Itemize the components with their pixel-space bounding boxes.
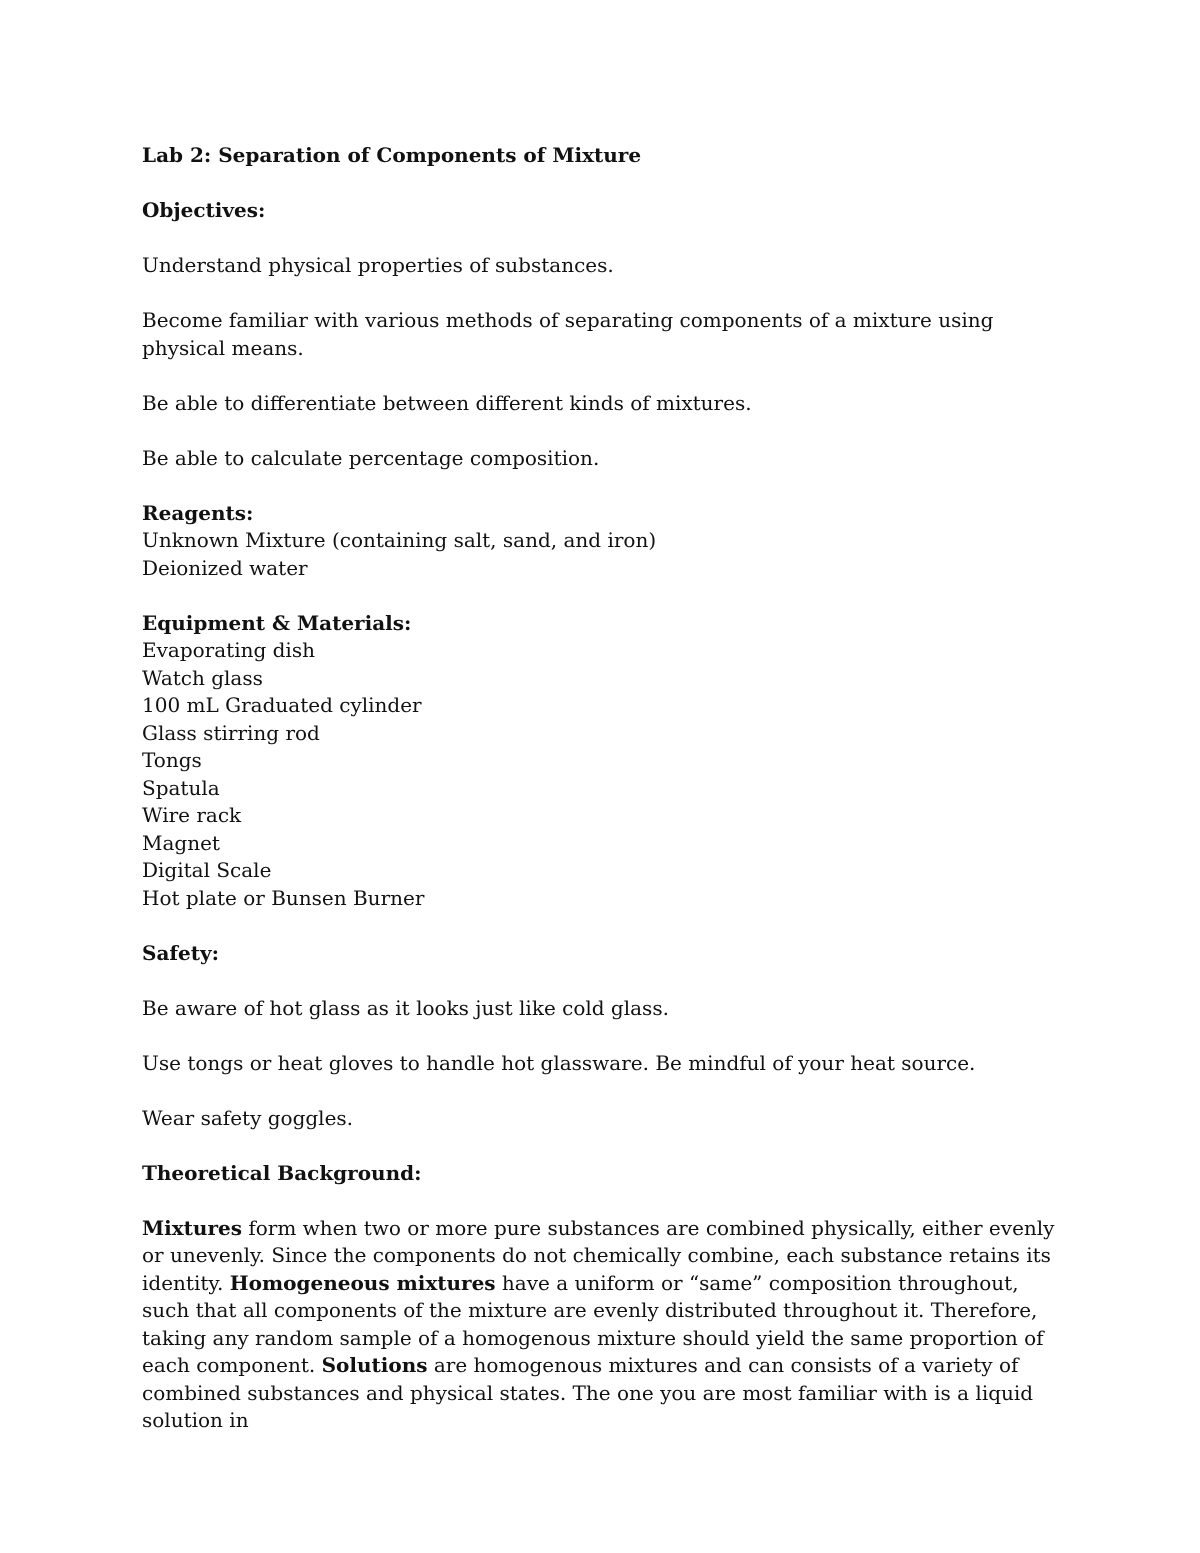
background-text: have a uniform or “same” composition throughout, such that all components of the mixture are evenly distributed throughout it. Therefore, taking any random sample of a homogenous mixture should yield the same proportion of each component.	[142, 1270, 1044, 1377]
objective-item: Understand physical properties of substances.	[142, 253, 614, 277]
equipment-item: Watch glass	[142, 665, 263, 690]
term-mixtures: Mixtures	[142, 1215, 242, 1240]
objective-item: Be able to calculate percentage composition.	[142, 445, 600, 470]
equipment-item: Evaporating dish	[142, 638, 315, 662]
term-solutions: Solutions	[321, 1353, 428, 1377]
reagents-heading: Reagents:	[142, 500, 254, 525]
equipment-item: Glass stirring rod	[142, 720, 320, 745]
equipment-item: Magnet	[142, 830, 220, 855]
objective-item: Become familiar with various methods of separating components of a mixture using physical means.	[142, 308, 994, 360]
background-paragraph	[142, 1215, 1062, 1435]
equipment-item: Tongs	[142, 748, 202, 772]
document-body	[142, 142, 1062, 1435]
equipment-item: 100 mL Graduated cylinder	[142, 693, 422, 717]
equipment-heading: Equipment & Materials:	[142, 610, 412, 635]
equipment-item: Hot plate or Bunsen Burner	[142, 885, 425, 910]
equipment-item: Digital Scale	[142, 858, 272, 882]
reagent-item: Unknown Mixture (containing salt, sand, and iron)	[142, 528, 657, 552]
safety-heading: Safety:	[142, 940, 219, 965]
safety-item: Wear safety goggles.	[142, 1105, 354, 1130]
reagent-item: Deionized water	[142, 555, 308, 580]
background-text: are homogenous mixtures and can consists of a variety of combined substances and physical states. The one you are most familiar with is a liquid solution in	[142, 1353, 1034, 1432]
background-text: form when two or more pure substances are combined physically, either evenly or unevenly. Since the components do not chemically combine, each substance retains its identity.	[142, 1215, 1055, 1295]
objectives-heading: Objectives:	[142, 198, 266, 222]
safety-item: Be aware of hot glass as it looks just like cold glass.	[142, 995, 669, 1020]
objective-item: Be able to differentiate between different kinds of mixtures.	[142, 390, 752, 415]
term-homogeneous-mixtures: Homogeneous mixtures	[229, 1270, 496, 1295]
background-heading: Theoretical Background:	[142, 1160, 422, 1185]
equipment-item: Wire rack	[142, 803, 242, 827]
document-title: Lab 2: Separation of Components of Mixture	[142, 143, 642, 167]
safety-item: Use tongs or heat gloves to handle hot glassware. Be mindful of your heat source.	[142, 1050, 976, 1075]
equipment-item: Spatula	[142, 775, 220, 800]
